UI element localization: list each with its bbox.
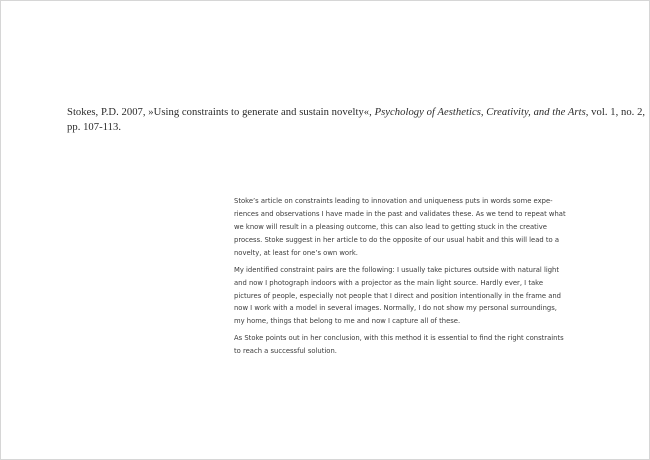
paragraph-summary <box>234 195 619 260</box>
text-line: my home, things that belong to me and now I capture all of these. <box>234 317 461 326</box>
citation-author-title: Stokes, P.D. 2007, »Using constraints to generate and sustain novelty«, <box>67 107 375 118</box>
text-line: novelty, at least for one’s own work. <box>234 248 358 257</box>
text-line: riences and observations I have made in the past and validates these. As we tend to repeat what <box>234 209 566 218</box>
text-line: we know will result in a pleasing outcome, this can also lead to getting stuck in the creative <box>234 222 547 231</box>
text-line: My identified constraint pairs are the following: I usually take pictures outside with natural light <box>234 265 560 274</box>
text-line: pictures of people, especially not people that I direct and position intentionally in the frame and <box>234 291 561 300</box>
citation-volume-issue: , vol. 1, no. 2, <box>585 107 646 118</box>
text-line: process. Stoke suggest in her article to do the opposite of our usual habit and this will lead to a <box>234 235 559 244</box>
text-line: and now I photograph indoors with a projector as the main light source. Hardly ever, I take <box>234 278 544 287</box>
text-line: now I work with a model in several images. Normally, I do not show my personal surroundings, <box>234 304 557 313</box>
citation-pages: pp. 107-113. <box>67 122 122 133</box>
text-line: Stoke’s article on constraints leading to innovation and uniqueness puts in words some expe- <box>234 197 553 205</box>
text-line: to reach a successful solution. <box>234 347 337 356</box>
paragraph-constraint-pairs <box>234 264 619 329</box>
reflection-text <box>234 195 619 362</box>
text-line: As Stoke points out in her conclusion, with this method it is essential to find the right constraints <box>234 334 564 343</box>
paragraph-conclusion <box>234 332 619 358</box>
citation-journal-name: Psychology of Aesthetics, Creativity, and the Arts <box>374 107 586 118</box>
bibliographic-citation <box>67 105 646 135</box>
citation-line-1 <box>67 105 646 120</box>
